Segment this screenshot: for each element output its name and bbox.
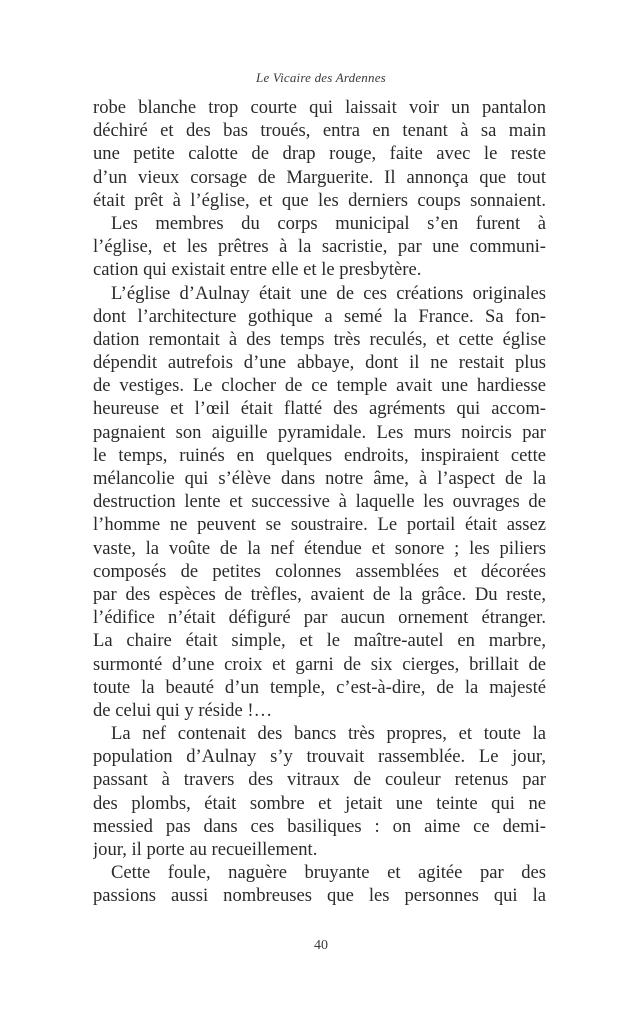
text-line: composés de petites colonnes assemblées et décorées [93, 560, 546, 582]
text-line: heureuse et l’œil était flatté des agréments qui accom- [93, 398, 546, 420]
running-title: Le Vicaire des Ardennes [256, 70, 386, 85]
text-line: le temps, ruinés en quelques endroits, inspiraient cette [93, 444, 546, 466]
text-line: destruction lente et successive à laquelle les ouvrages de [93, 491, 546, 513]
text-line: de celui qui y réside !… [93, 699, 273, 721]
text-line: dont l’architecture gothique a semé la France. Sa fon- [93, 305, 546, 327]
text-line: l’édifice n’était défiguré par aucun ornement étranger. [93, 607, 546, 629]
text-line: de vestiges. Le clocher de ce temple avait une hardiesse [93, 375, 546, 397]
text-line: vaste, la voûte de la nef étendue et sonore ; les piliers [93, 537, 546, 559]
text-line: toute la beauté d’un temple, c’est-à-dire, de la majesté [93, 676, 546, 698]
text-line: l’église, et les prêtres à la sacristie, par une communi- [93, 236, 546, 258]
text-line: Cette foule, naguère bruyante et agitée par des [111, 862, 546, 884]
text-line: population d’Aulnay s’y trouvait rassemblée. Le jour, [93, 746, 546, 768]
text-line: La nef contenait des bancs très propres, et toute la [111, 723, 546, 745]
text-line: une petite calotte de drap rouge, faite avec le reste [93, 143, 546, 165]
text-line: cation qui existait entre elle et le presbytère. [93, 259, 422, 281]
text-line: était prêt à l’église, et que les derniers coups sonnaient. [93, 189, 546, 211]
text-line: passant à travers des vitraux de couleur retenus par [93, 769, 546, 791]
text-line: dépendit autrefois d’une abbaye, dont il ne restait plus [93, 352, 546, 374]
text-line: l’homme ne peuvent se soustraire. Le portail était assez [93, 514, 546, 536]
page-number: 40 [314, 938, 328, 953]
text-line: messied pas dans ces basiliques : on aime ce demi- [93, 815, 546, 837]
text-line: déchiré et des bas troués, entra en tenant à sa main [93, 120, 546, 142]
text-line: surmonté d’une croix et garni de six cierges, brillait de [93, 653, 546, 675]
text-line: jour, il porte au recueillement. [93, 839, 318, 860]
text-line: par des espèces de trèfles, avaient de la grâce. Du reste, [93, 583, 546, 605]
text-line: Les membres du corps municipal s’en furent à [111, 212, 546, 234]
text-line: mélancolie qui s’élève dans notre âme, à l’aspect de la [93, 468, 546, 489]
text-line: pagnaient son aiguille pyramidale. Les murs noircis par [93, 421, 546, 443]
text-line: L’église d’Aulnay était une de ces créations originales [111, 282, 546, 304]
text-line: des plombs, était sombre et jetait une teinte qui ne [93, 792, 546, 814]
text-line: d’un vieux corsage de Marguerite. Il annonça que tout [93, 166, 546, 188]
text-line: dation remontait à des temps très reculés, et cette église [93, 328, 546, 350]
text-line: robe blanche trop courte qui laissait voir un pantalon [93, 97, 546, 118]
body-text [93, 96, 546, 908]
text-line: La chaire était simple, et le maître-autel en marbre, [93, 630, 546, 652]
text-line: passions aussi nombreuses que les personnes qui la [93, 885, 546, 907]
